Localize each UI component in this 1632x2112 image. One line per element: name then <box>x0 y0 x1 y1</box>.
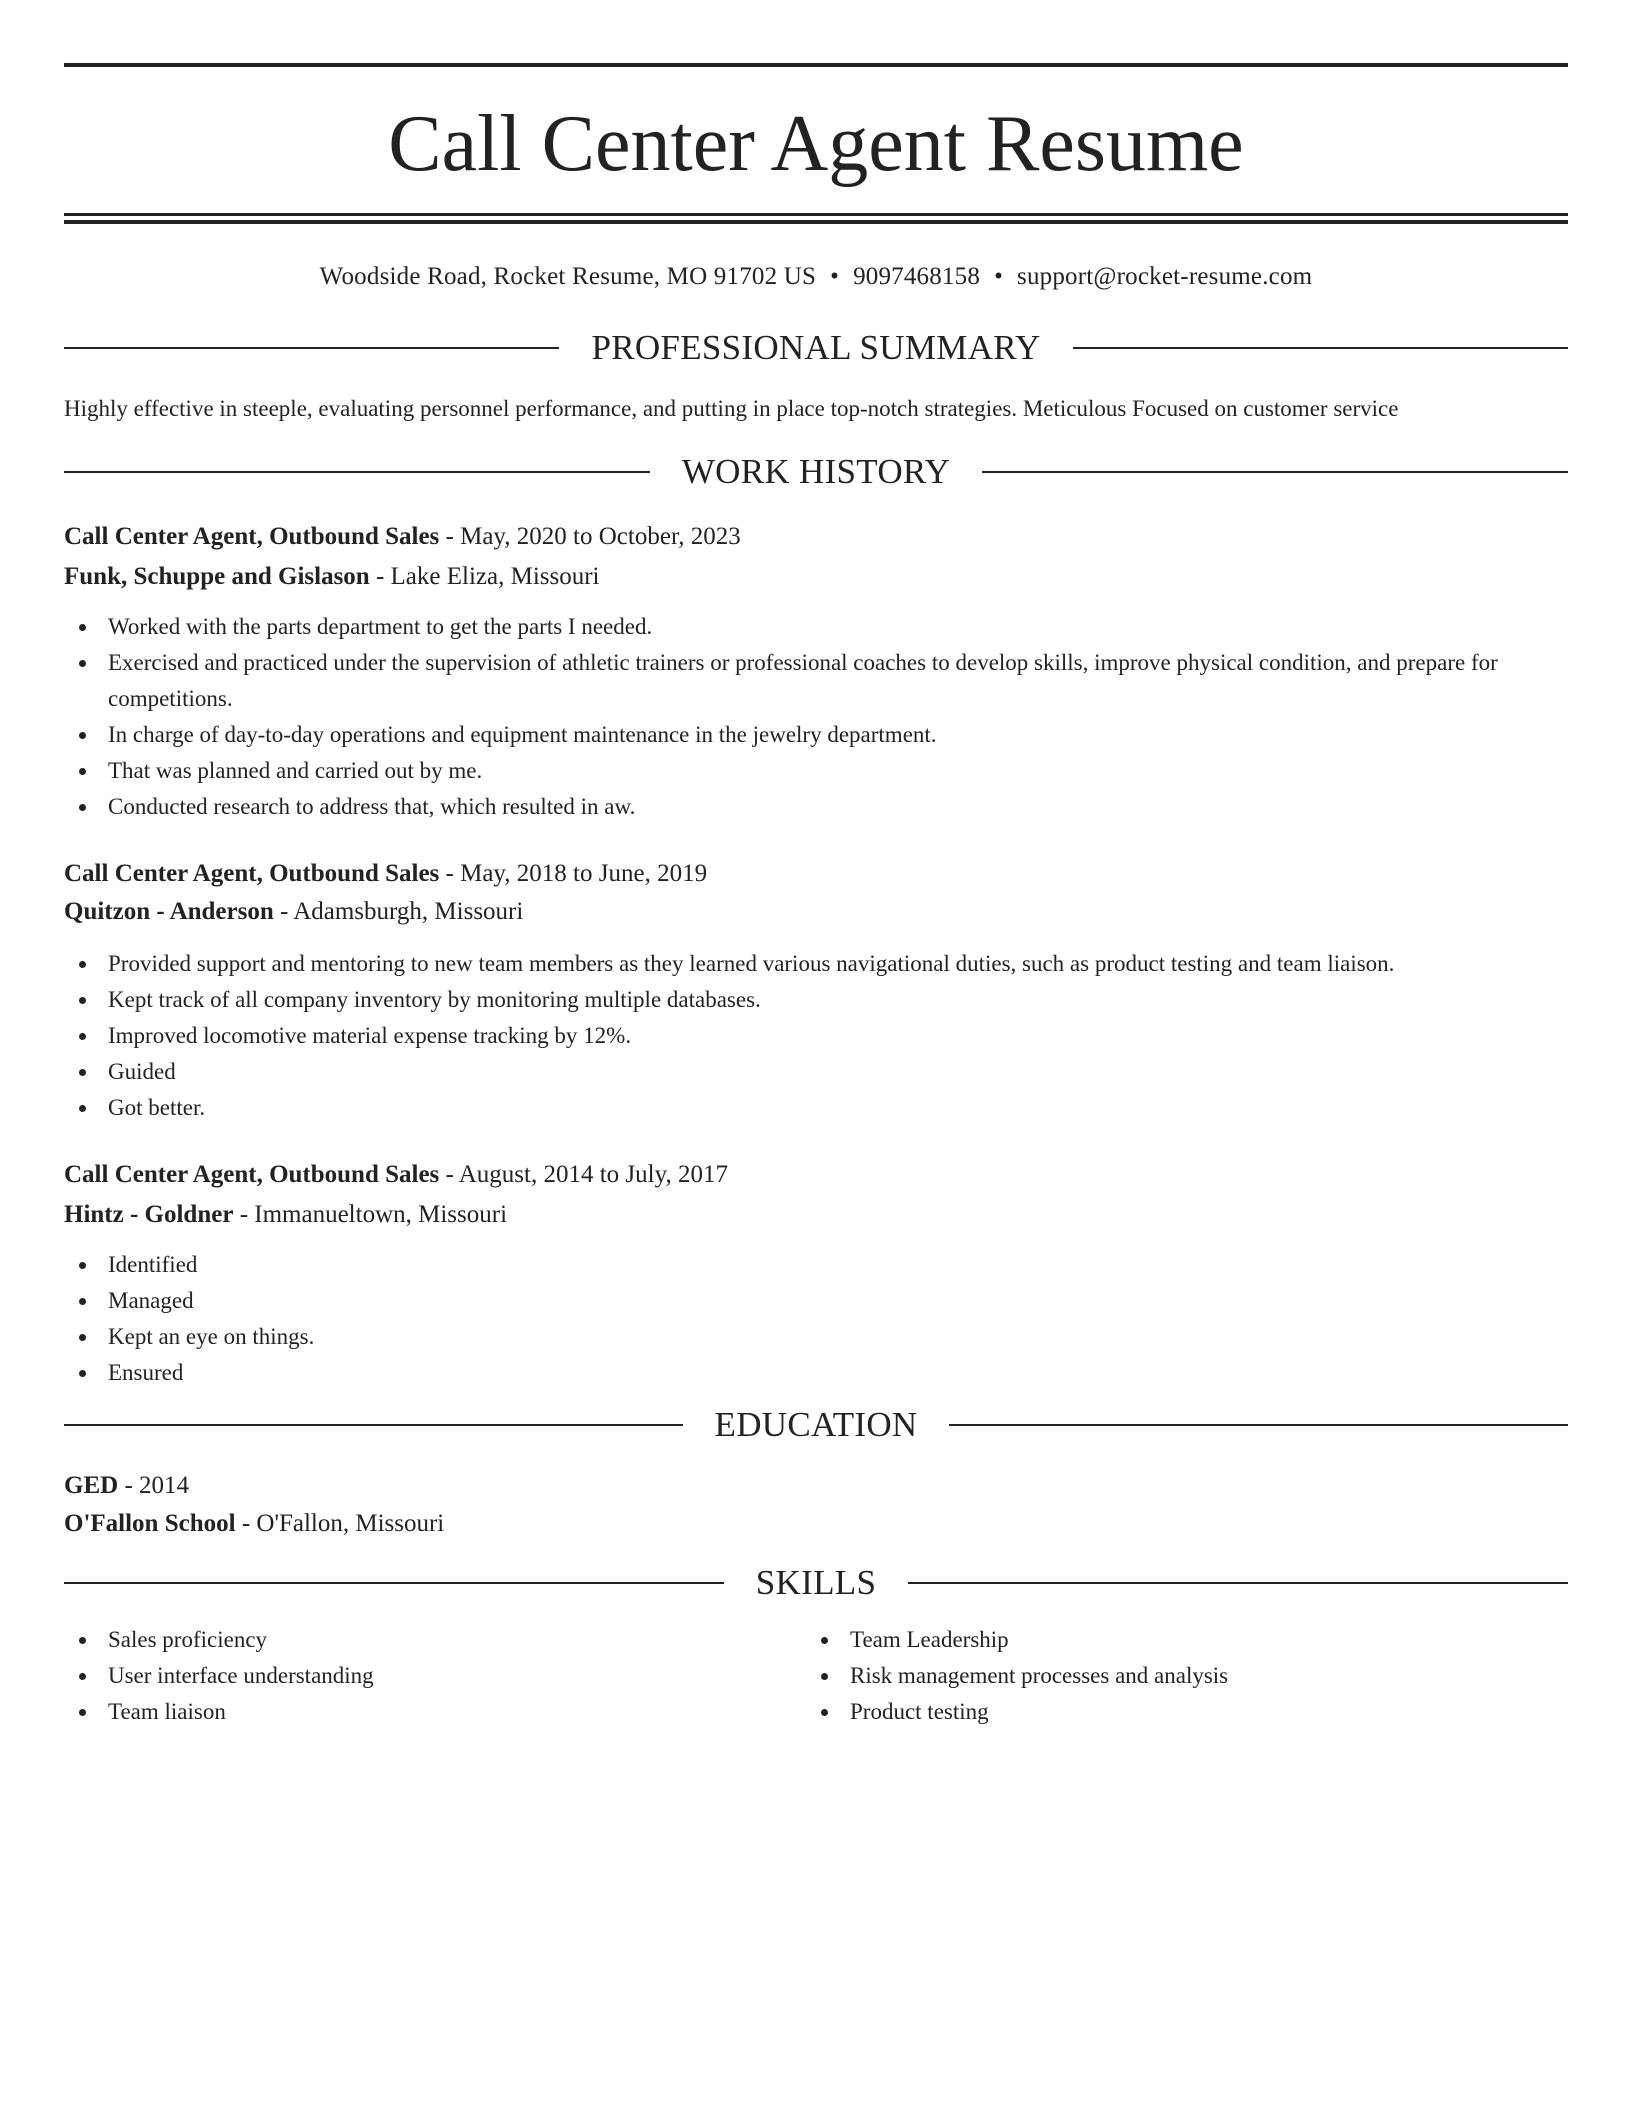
section-heading-education <box>64 1405 1568 1445</box>
job-company-line <box>64 562 1568 592</box>
skills-list-left <box>64 1622 806 1730</box>
job-entry <box>64 522 1568 825</box>
contact-separator: • <box>994 263 1004 290</box>
section-title: EDUCATION <box>714 1405 918 1444</box>
section-heading-work-history <box>64 452 1568 492</box>
job-title-line <box>64 1160 1568 1190</box>
section-title: SKILLS <box>755 1563 877 1602</box>
heading-rule-right <box>1073 347 1568 349</box>
section-title: WORK HISTORY <box>681 452 951 491</box>
heading-rule-left <box>64 347 559 349</box>
skill-item: User interface understanding <box>64 1658 806 1694</box>
list-item: Guided <box>64 1054 1568 1090</box>
list-item: In charge of day-to-day operations and equipment maintenance in the jewelry department. <box>64 717 1568 753</box>
skill-item: Product testing <box>806 1694 1548 1730</box>
list-item: Improved locomotive material expense tracking by 12%. <box>64 1018 1568 1054</box>
top-rule <box>64 63 1568 67</box>
job-bullets <box>64 609 1568 825</box>
heading-rule-right <box>982 471 1568 473</box>
job-company: Hintz - Goldner <box>64 1201 234 1228</box>
list-item: Provided support and mentoring to new team members as they learned various navigational duties, such as product testing and team liaison. <box>64 946 1568 982</box>
contact-email[interactable]: support@rocket-resume.com <box>1017 263 1313 290</box>
education-location: - O'Fallon, Missouri <box>235 1510 445 1537</box>
contact-separator: • <box>830 263 840 290</box>
section-title: PROFESSIONAL SUMMARY <box>591 328 1041 367</box>
list-item: Managed <box>64 1283 1568 1319</box>
resume-page <box>64 0 1568 1730</box>
heading-rule-right <box>908 1582 1568 1584</box>
list-item: Conducted research to address that, which resulted in aw. <box>64 789 1568 825</box>
job-bullets <box>64 1247 1568 1391</box>
job-title: Call Center Agent, Outbound Sales <box>64 860 440 887</box>
education-degree-line <box>64 1471 1568 1501</box>
job-bullets <box>64 946 1568 1126</box>
heading-rule-left <box>64 1582 724 1584</box>
job-title-line <box>64 522 1568 552</box>
job-location: - Immanueltown, Missouri <box>233 1201 508 1228</box>
skill-item: Sales proficiency <box>64 1622 806 1658</box>
heading-rule-left <box>64 1424 683 1426</box>
skills-columns <box>64 1622 1568 1730</box>
heading-rule-left <box>64 471 650 473</box>
job-location: - Lake Eliza, Missouri <box>369 563 600 590</box>
job-dates: - May, 2020 to October, 2023 <box>439 523 741 550</box>
contact-phone: 9097468158 <box>853 263 981 290</box>
resume-title: Call Center Agent Resume <box>388 100 1244 188</box>
job-title: Call Center Agent, Outbound Sales <box>64 1161 440 1188</box>
job-company: Quitzon - Anderson <box>64 898 274 925</box>
education-school: O'Fallon School <box>64 1510 236 1537</box>
list-item: Exercised and practiced under the supervision of athletic trainers or professional coaches to develop skills, improve physical condition, and prepare for competitions. <box>64 645 1568 717</box>
job-dates: - August, 2014 to July, 2017 <box>439 1161 728 1188</box>
job-title: Call Center Agent, Outbound Sales <box>64 523 440 550</box>
education-degree: GED <box>64 1472 119 1499</box>
heading-rule-right <box>949 1424 1568 1426</box>
job-company: Funk, Schuppe and Gislason <box>64 563 370 590</box>
contact-address: Woodside Road, Rocket Resume, MO 91702 US <box>319 263 817 290</box>
skill-item: Team liaison <box>64 1694 806 1730</box>
education-year: - 2014 <box>118 1472 190 1499</box>
list-item: Worked with the parts department to get the parts I needed. <box>64 609 1568 645</box>
job-company-line <box>64 1200 1568 1230</box>
list-item: Got better. <box>64 1090 1568 1126</box>
list-item: Identified <box>64 1247 1568 1283</box>
section-heading-skills <box>64 1563 1568 1603</box>
job-entry <box>64 859 1568 1126</box>
skill-item: Team Leadership <box>806 1622 1548 1658</box>
job-title-line <box>64 859 1568 889</box>
section-heading-summary <box>64 328 1568 368</box>
skills-list-right <box>806 1622 1548 1730</box>
job-entry <box>64 1160 1568 1391</box>
job-location: - Adamsburgh, Missouri <box>273 898 524 925</box>
contact-line <box>64 262 1568 292</box>
education-school-line <box>64 1509 1568 1539</box>
job-dates: - May, 2018 to June, 2019 <box>439 860 708 887</box>
job-company-line <box>64 897 1568 927</box>
list-item: Ensured <box>64 1355 1568 1391</box>
summary-text: Highly effective in steeple, evaluating personnel performance, and putting in place top-notch strategies. Meticulous Focused on customer service <box>64 396 1399 421</box>
list-item: Kept track of all company inventory by monitoring multiple databases. <box>64 982 1568 1018</box>
skill-item: Risk management processes and analysis <box>806 1658 1548 1694</box>
list-item: That was planned and carried out by me. <box>64 753 1568 789</box>
double-rule <box>64 213 1568 224</box>
list-item: Kept an eye on things. <box>64 1319 1568 1355</box>
